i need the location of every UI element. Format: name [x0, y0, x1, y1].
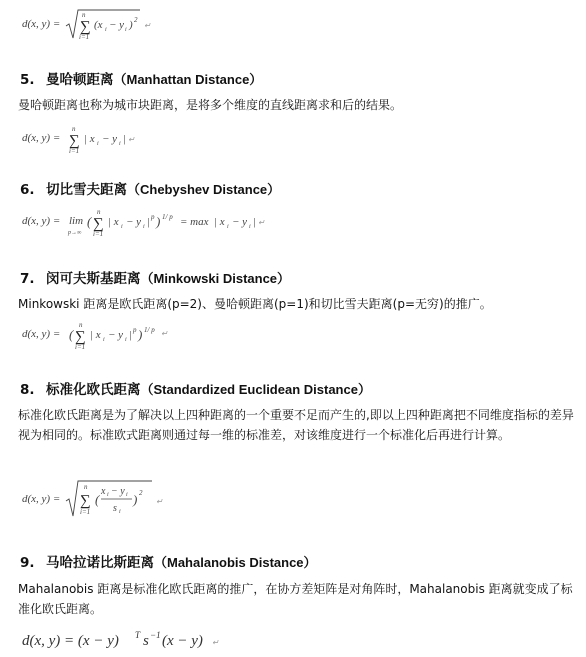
svg-text:∑: ∑: [75, 329, 86, 345]
svg-text:↵: ↵: [156, 497, 163, 506]
svg-text:∑: ∑: [80, 493, 91, 509]
svg-text:↵: ↵: [128, 135, 135, 144]
formula-mahalanobis: [22, 626, 232, 654]
svg-text:i=1: i=1: [93, 230, 104, 238]
svg-text:i: i: [125, 27, 127, 33]
svg-text:lim: lim: [69, 215, 84, 227]
svg-text:i: i: [126, 492, 128, 498]
section-heading-minkowski: 7. 闵可夫斯基距离（Minkowski Distance）: [20, 271, 291, 287]
svg-text:∑: ∑: [69, 133, 80, 149]
section-heading-manhattan: 5. 曼哈顿距离（Manhattan Distance）: [20, 72, 263, 88]
svg-text:i=1: i=1: [80, 508, 91, 516]
svg-text:x: x: [101, 486, 106, 497]
svg-text:n: n: [72, 125, 76, 133]
svg-text:|: |: [129, 329, 133, 341]
svg-text:i: i: [97, 141, 99, 147]
svg-text:p: p: [133, 326, 137, 334]
svg-text:1/ p: 1/ p: [162, 213, 173, 221]
svg-text:n: n: [84, 483, 88, 491]
svg-text:↵: ↵: [161, 329, 168, 338]
svg-text:i=1: i=1: [75, 343, 86, 351]
svg-text:): ): [138, 327, 143, 342]
svg-text:d(x, y) =: d(x, y) =: [22, 493, 61, 505]
svg-text:2: 2: [134, 16, 138, 24]
svg-text:i=1: i=1: [79, 33, 90, 41]
svg-text:d(x, y) =: d(x, y) =: [22, 132, 61, 144]
paragraph-manhattan: 曼哈顿距离也称为城市块距离，是将多个维度的直线距离求和后的结果。: [18, 98, 403, 112]
svg-text:i: i: [107, 492, 109, 498]
section-heading-mahalanobis: 9. 马哈拉诺比斯距离（Mahalanobis Distance）: [20, 555, 317, 571]
paragraph-minkowski: Minkowski 距离是欧氏距离(p=2)、曼哈顿距离(p=1)和切比雪夫距离(p=无穷)的推广。: [18, 297, 492, 311]
svg-text:i: i: [105, 27, 107, 33]
svg-text:): ): [133, 492, 138, 507]
svg-text:− y: − y: [108, 329, 124, 341]
svg-text:i: i: [249, 224, 251, 230]
svg-text:↵: ↵: [212, 638, 219, 647]
svg-text:2: 2: [139, 489, 143, 497]
svg-text:i: i: [119, 509, 121, 515]
svg-text:∑: ∑: [80, 19, 91, 35]
svg-text:| x: | x: [90, 329, 101, 341]
svg-text:s: s: [143, 633, 149, 649]
section-heading-standardized-euclidean: 8. 标准化欧氏距离（Standardized Euclidean Distance）: [20, 382, 371, 398]
formula-chebyshev: [22, 205, 272, 239]
svg-text:s: s: [113, 503, 117, 514]
svg-text:1/ p: 1/ p: [144, 326, 155, 334]
svg-text:|: |: [253, 216, 257, 228]
formula-manhattan: [22, 122, 152, 156]
svg-text:i: i: [125, 337, 127, 343]
svg-text:i: i: [227, 224, 229, 230]
formula-minkowski: [22, 318, 192, 352]
svg-text:): ): [156, 214, 161, 229]
svg-text:(: (: [69, 327, 74, 342]
svg-text:i: i: [143, 224, 145, 230]
svg-text:d(x, y) =: d(x, y) =: [22, 215, 61, 227]
svg-text:(x: (x: [94, 19, 103, 31]
svg-text:− y: − y: [109, 19, 125, 31]
svg-text:− y: − y: [126, 216, 142, 228]
svg-text:| x: | x: [84, 133, 95, 145]
svg-text:| x: | x: [108, 216, 119, 228]
svg-text:↵: ↵: [144, 21, 151, 30]
formula-euclidean: [22, 6, 162, 42]
svg-text:): ): [129, 19, 133, 31]
svg-text:|: |: [123, 133, 127, 145]
svg-text:− y: − y: [232, 216, 248, 228]
svg-text:p: p: [151, 213, 155, 221]
paragraph-mahalanobis: Mahalanobis 距离是标准化欧氏距离的推广，在协方差矩阵是对角阵时，Mahalanobis 距离就变成了标准化欧氏距离。: [18, 582, 573, 616]
svg-text:∑: ∑: [93, 216, 104, 232]
svg-text:i: i: [119, 141, 121, 147]
svg-text:− y: − y: [111, 486, 125, 497]
svg-text:| x: | x: [214, 216, 225, 228]
section-heading-chebyshev: 6. 切比雪夫距离（Chebyshev Distance）: [20, 182, 281, 198]
svg-text:(: (: [95, 492, 100, 507]
svg-text:T: T: [135, 630, 141, 640]
svg-text:d(x, y) = (x − y): d(x, y) = (x − y): [22, 633, 119, 649]
svg-text:n: n: [79, 321, 83, 329]
svg-text:(: (: [87, 214, 92, 229]
svg-text:d(x, y) =: d(x, y) =: [22, 328, 61, 340]
svg-text:n: n: [97, 208, 101, 216]
svg-text:(x − y): (x − y): [162, 633, 203, 649]
svg-text:|: |: [147, 216, 151, 228]
svg-text:n: n: [82, 11, 86, 19]
svg-text:−1: −1: [150, 630, 161, 640]
svg-text:d(x, y) =: d(x, y) =: [22, 18, 61, 30]
svg-text:− y: − y: [102, 133, 118, 145]
svg-text:i: i: [121, 224, 123, 230]
svg-text:i=1: i=1: [69, 147, 80, 155]
svg-text:↵: ↵: [258, 218, 265, 227]
svg-text:p→∞: p→∞: [68, 230, 82, 236]
svg-text:i: i: [103, 337, 105, 343]
paragraph-standardized-euclidean: 标准化欧氏距离是为了解决以上四种距离的一个重要不足而产生的,即以上四种距离把不同维度指标的差异视为相同的。标准欧式距离则通过每一维的标准差，对该维度进行一个标准化后再进行计算。: [18, 408, 574, 442]
svg-text:= max: = max: [180, 216, 209, 228]
formula-standardized-euclidean: [22, 478, 172, 520]
